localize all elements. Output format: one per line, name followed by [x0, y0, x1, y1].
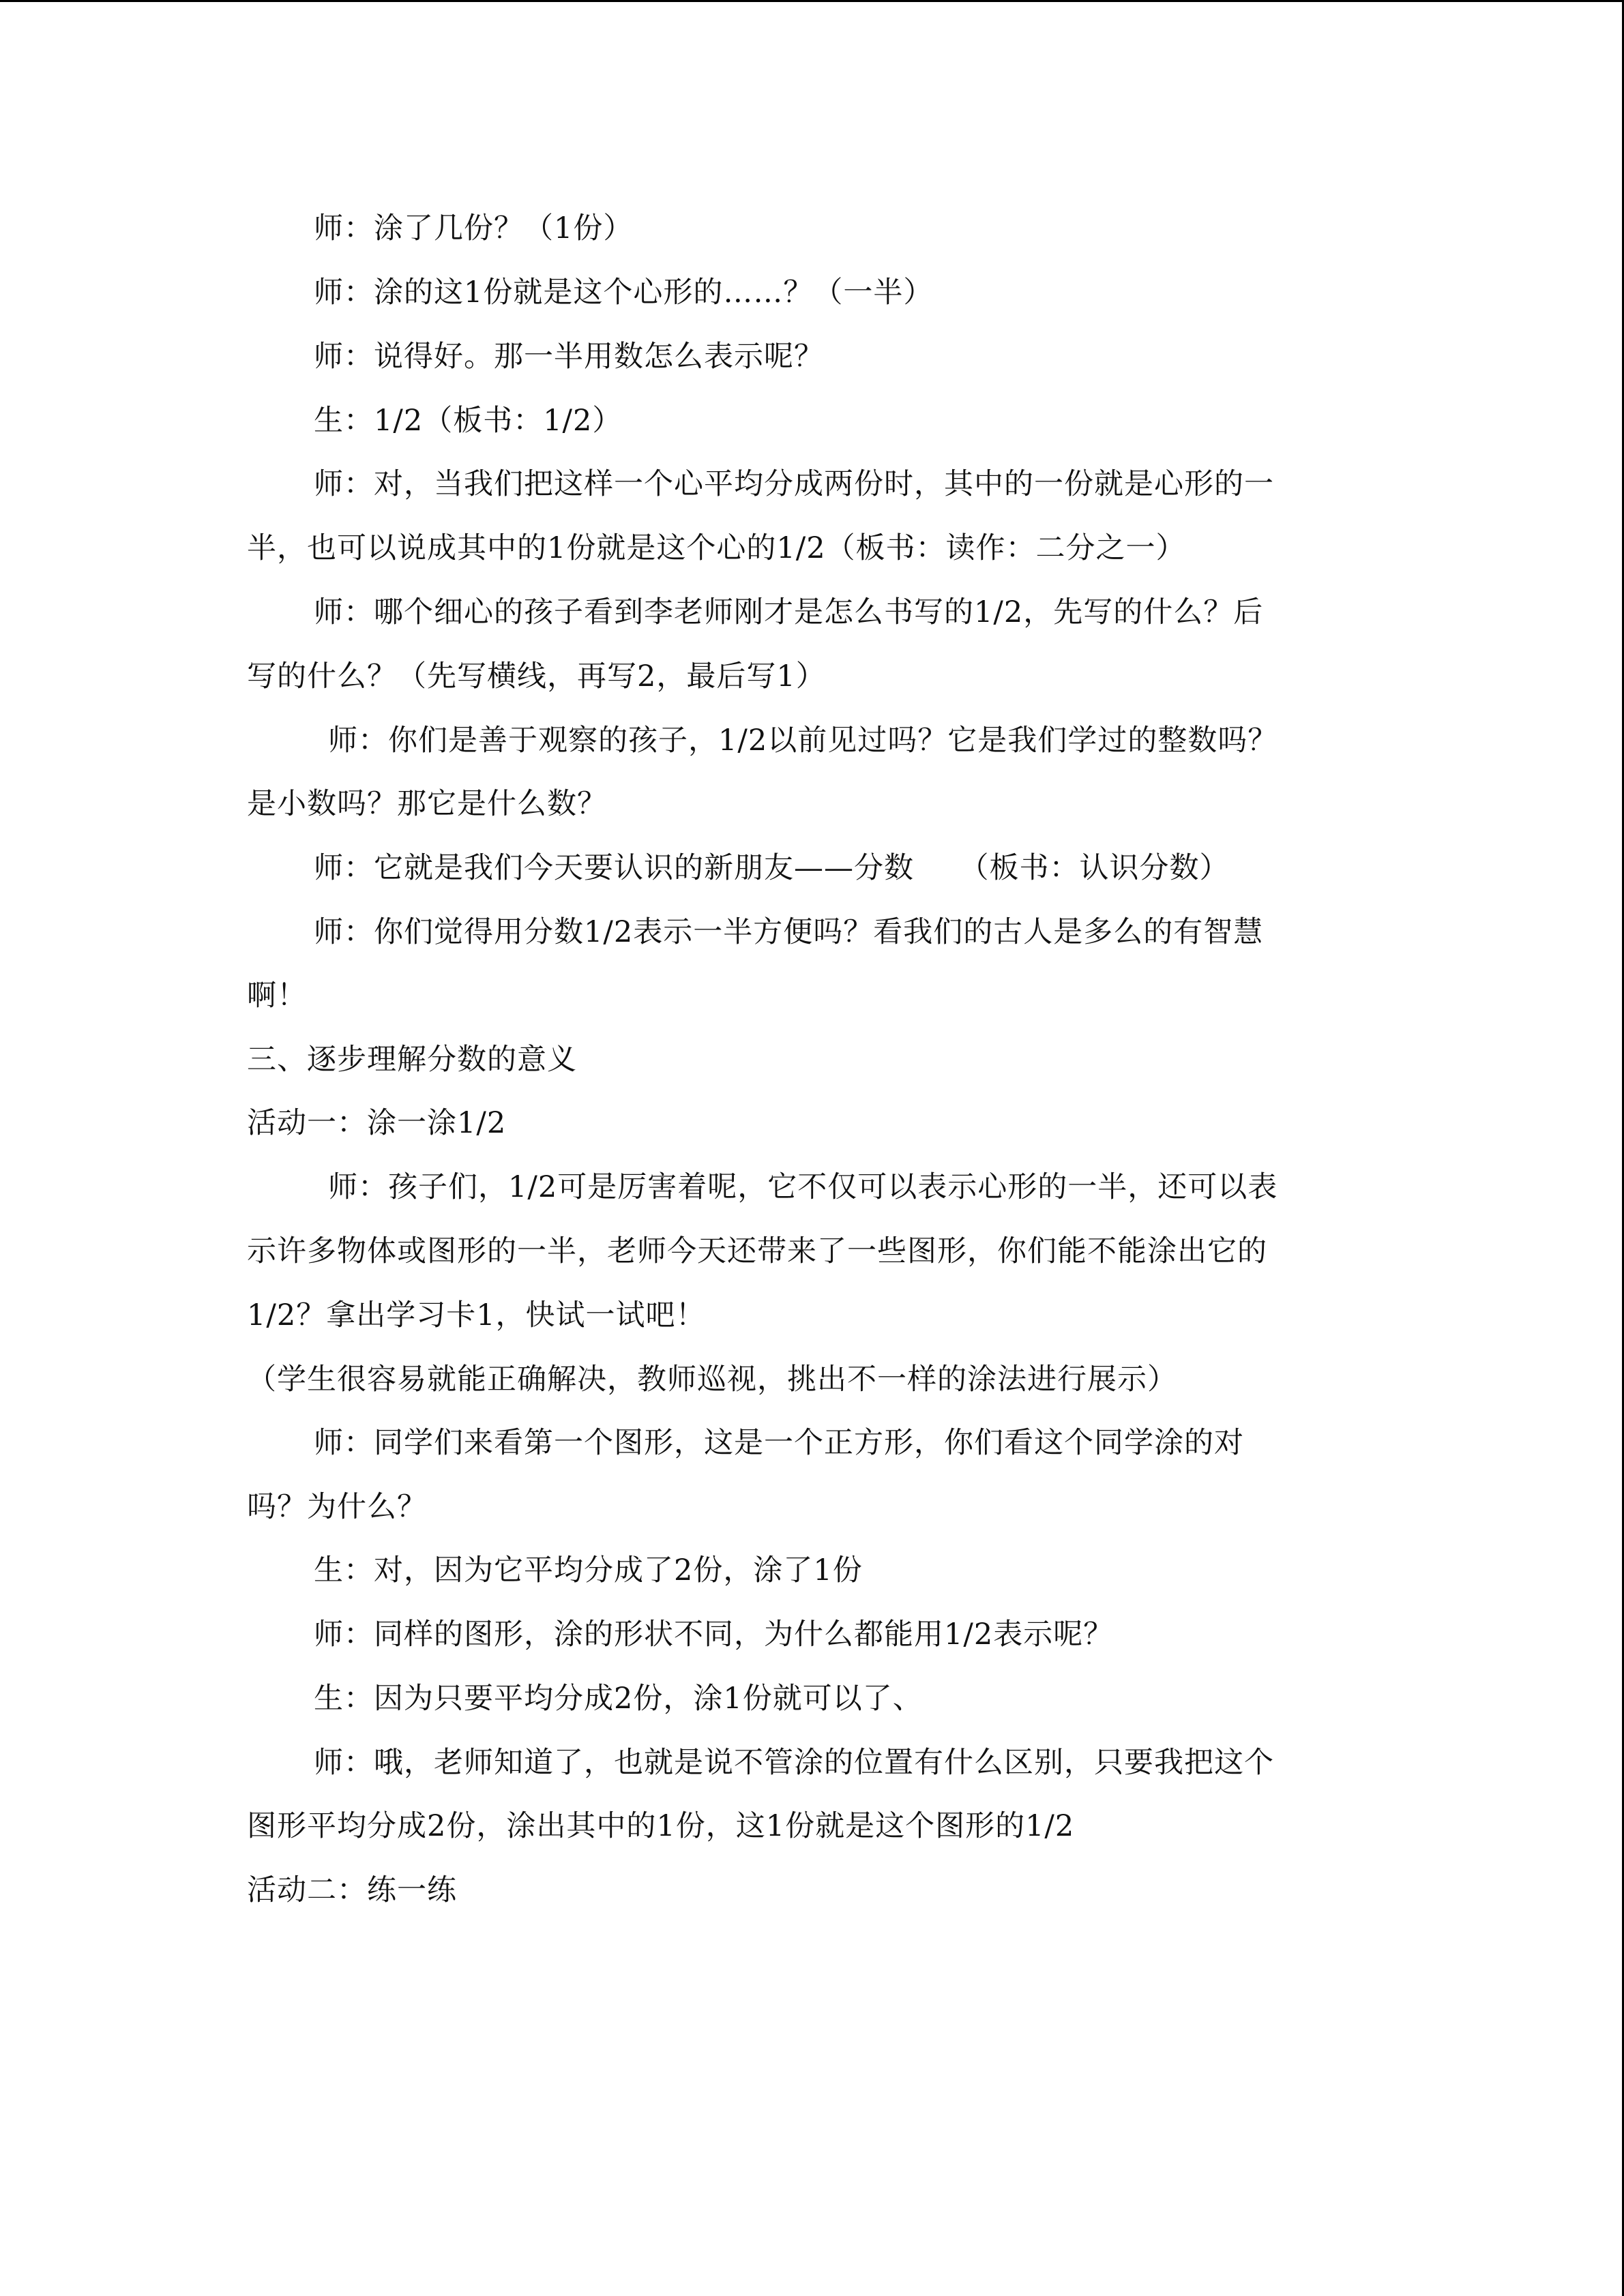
text-line: 示许多物体或图形的一半，老师今天还带来了一些图形，你们能不能涂出它的	[247, 1234, 1267, 1268]
text-line: 师：哪个细心的孩子看到李老师刚才是怎么书写的1/2，先写的什么？后	[314, 595, 1264, 629]
text-line: 吗？为什么？	[247, 1490, 427, 1524]
text-line: 1/2？拿出学习卡1，快试一试吧！	[247, 1298, 706, 1332]
text-line: 师：同学们来看第一个图形，这是一个正方形，你们看这个同学涂的对	[314, 1426, 1244, 1460]
text-line: 师：说得好。那一半用数怎么表示呢？	[314, 340, 824, 374]
text-line: 是小数吗？那它是什么数？	[247, 787, 607, 821]
text-line: 师：涂的这1份就是这个心形的……？（一半）	[314, 275, 934, 310]
activity-heading: 活动一：涂一涂1/2	[247, 1106, 507, 1140]
text-line: 师：它就是我们今天要认识的新朋友——分数 （板书：认识分数）	[314, 851, 1230, 885]
text-line: 师：哦，老师知道了，也就是说不管涂的位置有什么区别，只要我把这个	[314, 1746, 1274, 1780]
text-line: （学生很容易就能正确解决，教师巡视，挑出不一样的涂法进行展示）	[247, 1362, 1177, 1397]
text-line: 生：因为只要平均分成2份，涂1份就可以了、	[314, 1682, 923, 1716]
text-line: 师：孩子们，1/2可是厉害着呢，它不仅可以表示心形的一半，还可以表	[328, 1170, 1278, 1204]
text-line: 半，也可以说成其中的1份就是这个心的1/2（板书：读作：二分之一）	[247, 531, 1186, 565]
text-line: 写的什么？（先写横线，再写2，最后写1）	[247, 659, 826, 694]
text-line: 生：对，因为它平均分成了2份，涂了1份	[314, 1553, 863, 1587]
text-line: 师：同样的图形，涂的形状不同，为什么都能用1/2表示呢？	[314, 1617, 1114, 1652]
section-heading: 三、逐步理解分数的意义	[247, 1043, 577, 1077]
text-line: 师：对，当我们把这样一个心平均分成两份时，其中的一份就是心形的一	[314, 467, 1274, 501]
text-line: 啊！	[247, 979, 307, 1013]
text-line: 师：涂了几份？（1份）	[314, 211, 634, 245]
text-line: 师：你们是善于观察的孩子，1/2以前见过吗？它是我们学过的整数吗？	[328, 724, 1278, 758]
activity-heading: 活动二：练一练	[247, 1873, 457, 1907]
text-line: 图形平均分成2份，涂出其中的1份，这1份就是这个图形的1/2	[247, 1809, 1075, 1843]
text-line: 生：1/2（板书：1/2）	[314, 404, 623, 438]
text-line: 师：你们觉得用分数1/2表示一半方便吗？看我们的古人是多么的有智慧	[314, 915, 1264, 949]
